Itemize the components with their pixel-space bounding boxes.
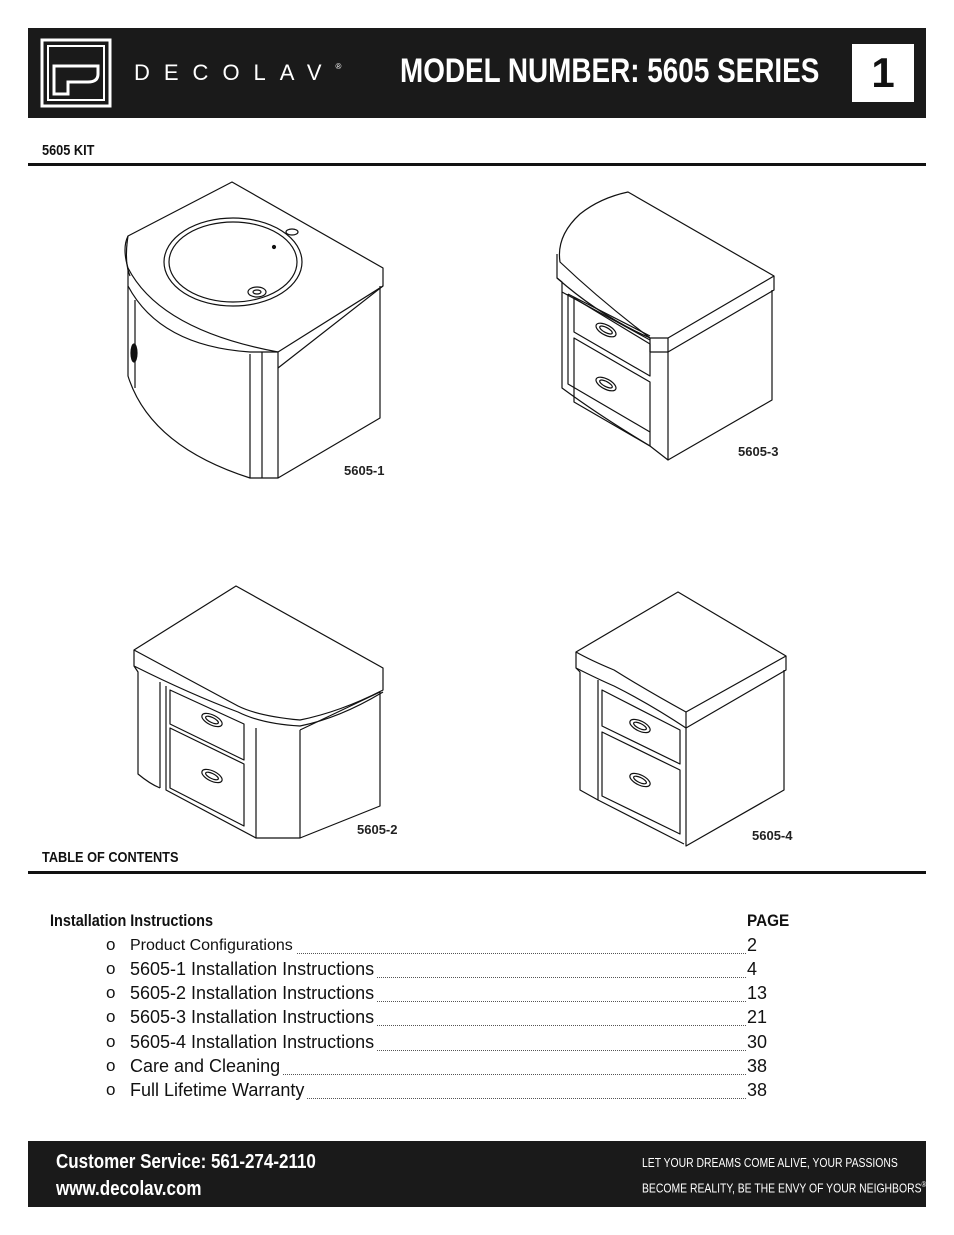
- cabinet-5605-2-drawing: [134, 586, 383, 838]
- toc-bullet: o: [106, 1080, 116, 1099]
- toc-bullet: o: [106, 1032, 116, 1051]
- page-title: MODEL NUMBER: 5605 SERIES: [400, 52, 820, 90]
- part-label-5605-2: 5605-2: [357, 822, 398, 837]
- toc-entry[interactable]: [106, 1007, 778, 1031]
- toc-entry-text: 5605-3 Installation Instructions: [130, 1007, 377, 1028]
- customer-service-phone[interactable]: Customer Service: 561-274-2110: [56, 1151, 316, 1173]
- toc-entry-text: Product Configurations: [130, 937, 296, 955]
- toc-entry-text: Care and Cleaning: [130, 1056, 283, 1077]
- footer-bar: [28, 1141, 926, 1207]
- toc-divider: [28, 871, 926, 874]
- tagline-line-1: LET YOUR DREAMS COME ALIVE, YOUR PASSIONS: [642, 1155, 898, 1170]
- toc-entry-text: 5605-2 Installation Instructions: [130, 983, 377, 1004]
- page-number: 1: [852, 44, 914, 102]
- toc-subheading: Installation Instructions: [50, 911, 213, 930]
- toc-bullet: o: [106, 959, 116, 978]
- toc-entry[interactable]: [106, 983, 778, 1007]
- toc-bullet: o: [106, 983, 116, 1002]
- cabinet-5605-3-drawing: [557, 192, 774, 460]
- tagline-line-2: BECOME REALITY, BE THE ENVY OF YOUR NEIGHBORS®: [642, 1180, 927, 1196]
- toc-bullet: o: [106, 1007, 116, 1026]
- kit-divider: [28, 163, 926, 166]
- part-label-5605-1: 5605-1: [344, 463, 385, 478]
- toc-entry-page: 38: [747, 1080, 768, 1100]
- toc-entry-text: 5605-1 Installation Instructions: [130, 959, 377, 980]
- toc-page-heading: PAGE: [747, 911, 790, 930]
- toc-entry-text: 5605-4 Installation Instructions: [130, 1032, 377, 1053]
- toc-entry-page: 38: [747, 1056, 768, 1076]
- toc-entry[interactable]: [106, 959, 778, 983]
- toc-entry[interactable]: [106, 1032, 778, 1056]
- toc-entry-page: 2: [747, 935, 758, 955]
- toc-bullet: o: [106, 1056, 116, 1075]
- cabinet-5605-4-drawing: [576, 592, 786, 846]
- toc-entry[interactable]: [106, 1080, 778, 1104]
- toc-entry[interactable]: [106, 935, 778, 959]
- toc-entry-page: 4: [747, 959, 758, 979]
- website-link[interactable]: www.decolav.com: [56, 1178, 202, 1200]
- decolav-logo-icon: [40, 38, 112, 108]
- toc-entry-page: 30: [747, 1032, 768, 1052]
- part-label-5605-3: 5605-3: [738, 444, 779, 459]
- vanity-5605-1-drawing: [125, 182, 383, 478]
- product-diagrams: [0, 170, 954, 850]
- toc-heading: TABLE OF CONTENTS: [42, 849, 179, 866]
- toc-entry-text: Full Lifetime Warranty: [130, 1080, 307, 1101]
- toc-entry[interactable]: [106, 1056, 778, 1080]
- brand-name: DECOLAV®: [134, 60, 342, 85]
- kit-heading: 5605 KIT: [42, 142, 95, 159]
- part-label-5605-4: 5605-4: [752, 828, 793, 843]
- header-bar: [28, 28, 926, 118]
- toc-bullet: o: [106, 935, 116, 954]
- toc-entry-page: 21: [747, 1007, 768, 1027]
- toc-entry-page: 13: [747, 983, 768, 1003]
